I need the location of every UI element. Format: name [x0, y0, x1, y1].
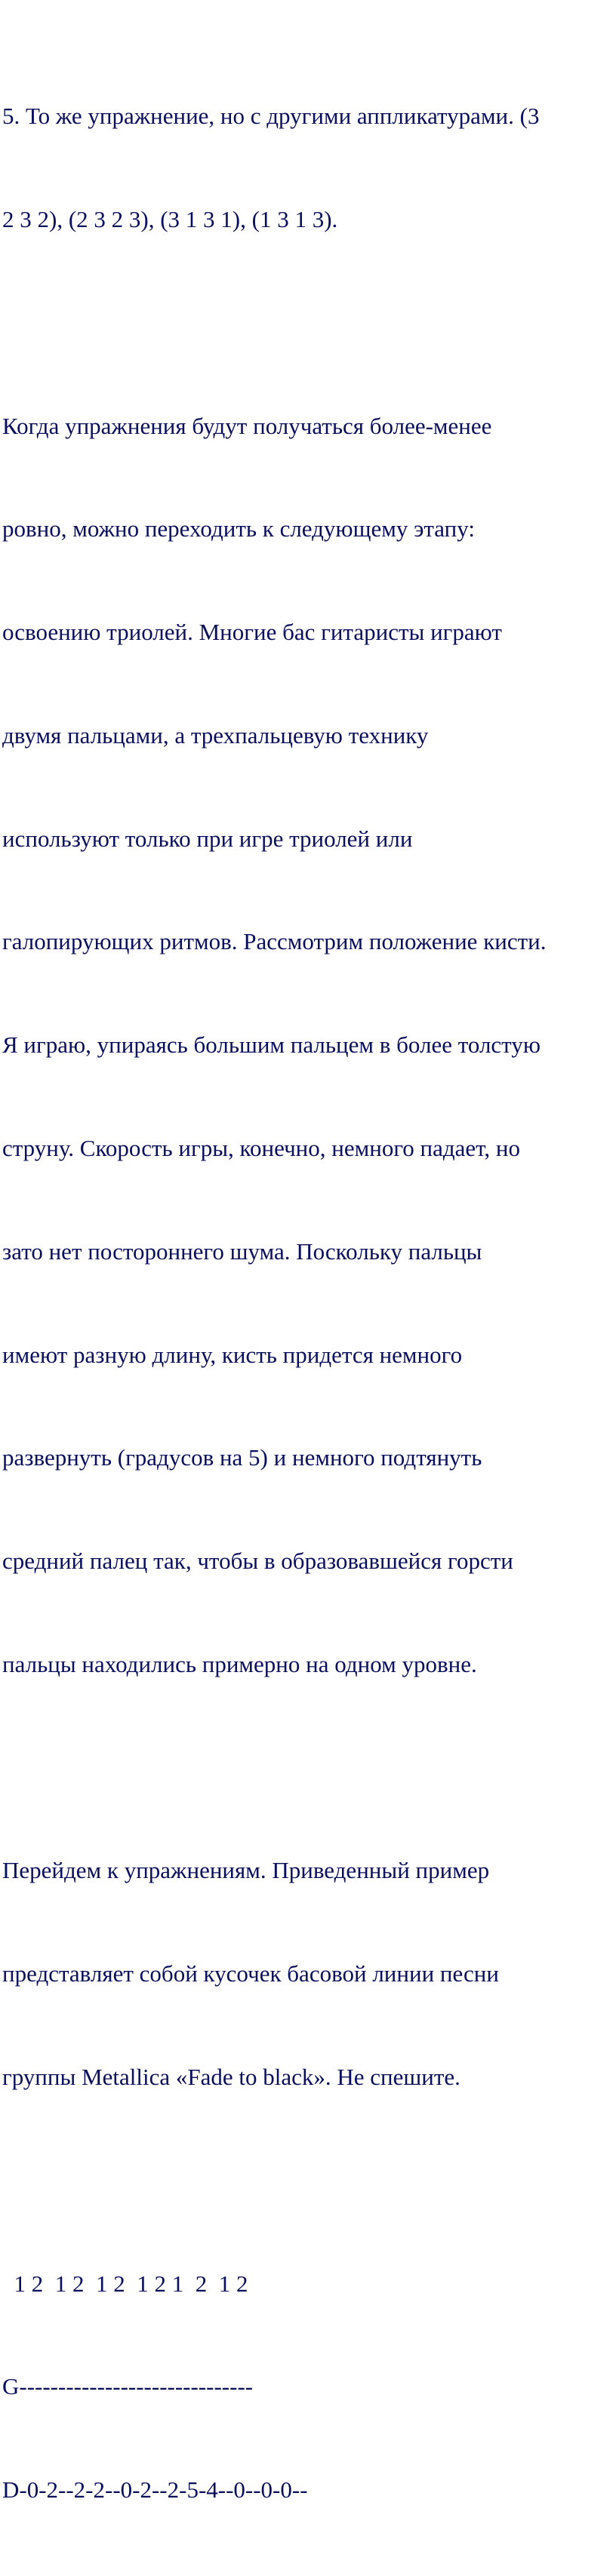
text-line: струну. Скорость игры, конечно, немного падает, но [2, 1135, 520, 1161]
text-line: используют только при игре триолей или [2, 825, 413, 852]
text-line: средний палец так, чтобы в образовавшейся горсти [2, 1548, 513, 1575]
text-line: галопирующих ритмов. Рассмотрим положение кисти. [2, 928, 547, 955]
text-line: представляет собой кусочек басовой линии песни [2, 1960, 499, 1987]
text-line: развернуть (градусов на 5) и немного подтянуть [2, 1444, 482, 1471]
tab-string-g: G------------------------------ [2, 2373, 254, 2400]
paragraph-spacer [2, 2163, 614, 2198]
text-line: имеют разную длину, кисть придется немного [2, 1341, 463, 1368]
text-line: группы Metallica «Fade to black». Не спешите. [2, 2064, 460, 2091]
text-line: Когда упражнения будут получаться более-менее [2, 412, 492, 439]
tab-fingering-line: 1 2 1 2 1 2 1 2 1 2 1 2 [2, 2270, 248, 2297]
paragraph-spacer [2, 306, 614, 340]
paragraph-fingering-exercise [2, 30, 614, 306]
text-line: 5. То же упражнение, но с другими аппликатурами. (3 [2, 103, 540, 130]
paragraph-exercises-intro [2, 1784, 614, 2163]
text-line: Я играю, упираясь большим пальцем в более толстую [2, 1031, 541, 1059]
paragraph-spacer [2, 1751, 614, 1785]
text-line: пальцы находились примерно на одном уровне. [2, 1650, 477, 1677]
paragraph-triplets-technique [2, 340, 614, 1750]
text-line: Перейдем к упражнениям. Приведенный пример [2, 1857, 490, 1884]
tab-string-d: D-0-2--2-2--0-2--2-5-4--0--0-0-- [2, 2476, 308, 2504]
text-line: 2 3 2), (2 3 2 3), (3 1 3 1), (1 3 1 3). [2, 205, 338, 232]
bass-tablature [2, 2197, 614, 2576]
text-line: двумя пальцами, а трехпальцевую технику [2, 721, 429, 749]
document-page [2, 30, 614, 2576]
text-line: зато нет постороннего шума. Поскольку пальцы [2, 1237, 482, 1265]
text-line: освоению триолей. Многие бас гитаристы играют [2, 619, 502, 646]
text-line: ровно, можно переходить к следующему этапу: [2, 515, 475, 543]
